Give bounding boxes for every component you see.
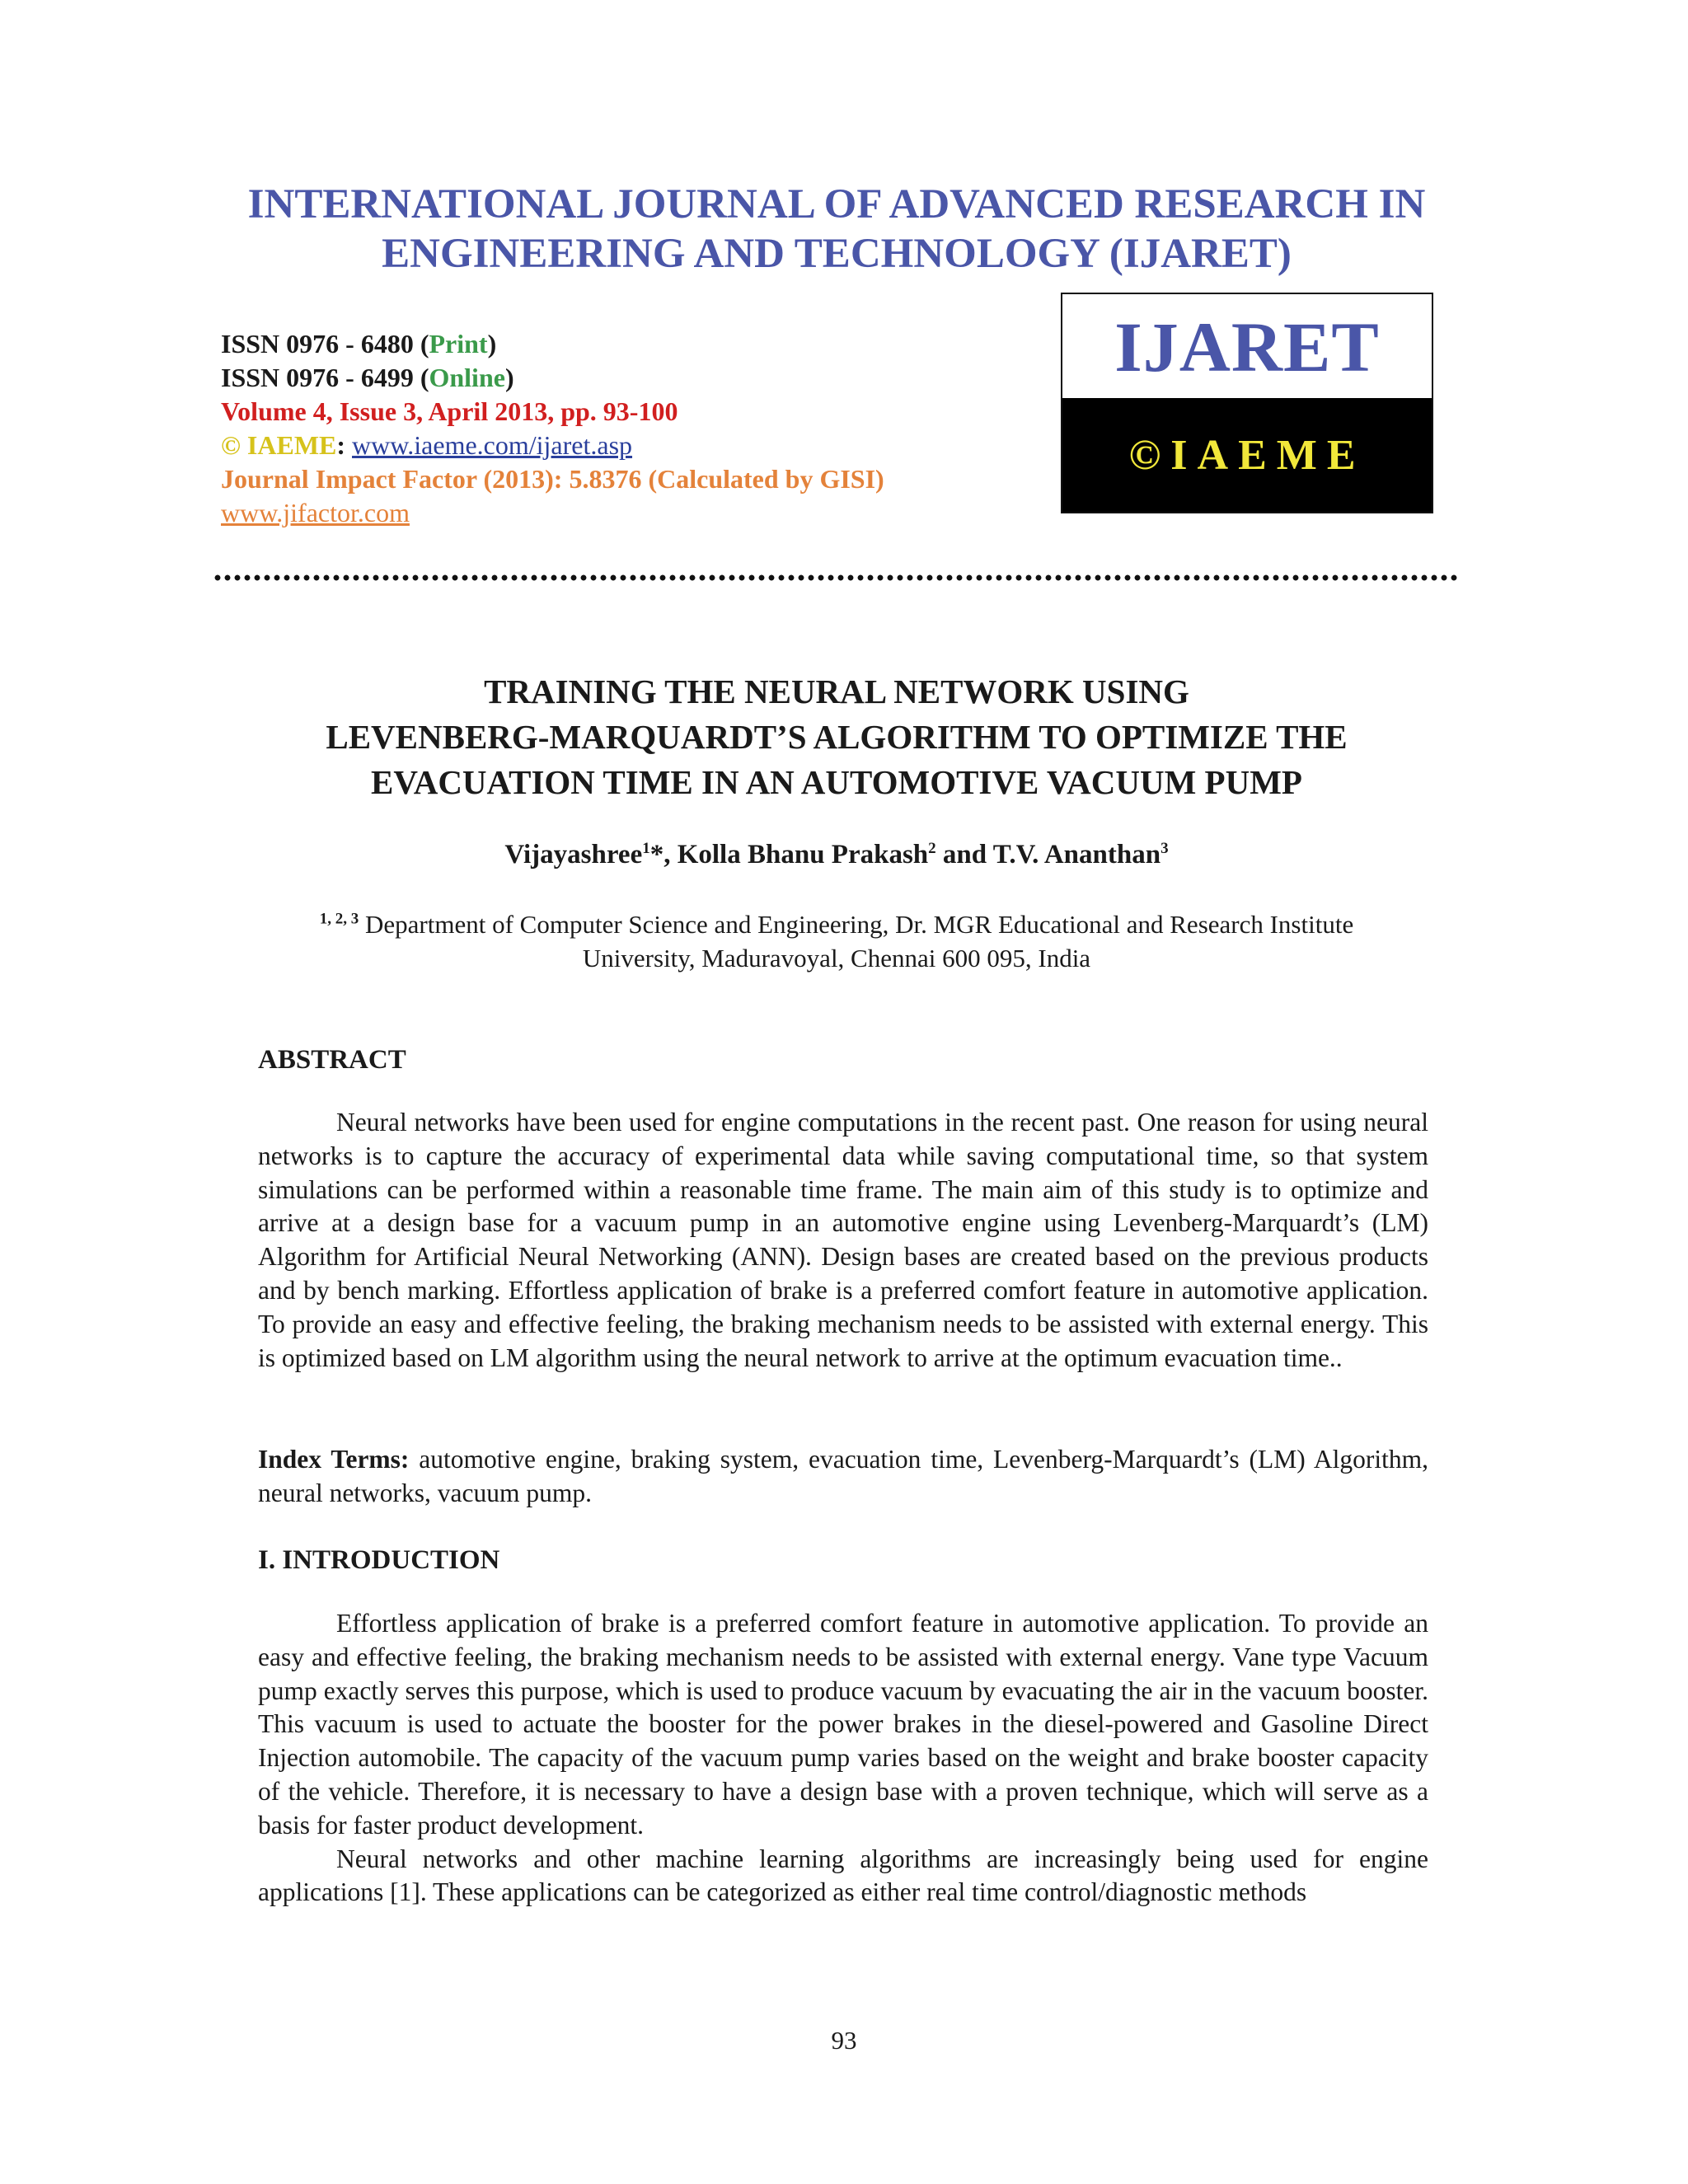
issn-online-close: ) xyxy=(504,363,514,392)
issn-online-line xyxy=(221,361,884,395)
issn-online-label: Online xyxy=(429,363,505,392)
abstract-text: Neural networks have been used for engine computations in the recent past. One reason for using neural networks is to capture the accuracy of experimental data while saving computational time, so that system simulations can be performed within a reasonable time frame. The main aim of this study is to optimize and arrive at a design base for a vacuum pump in an automotive engine using Levenberg-Marquardt’s (LM) Algorithm for Artificial Neural Networking (ANN). Design bases are created based on the previous products and by bench marking. Effortless application of brake is a preferred comfort feature in automotive application. To provide an easy and effective feeling, the braking mechanism needs to be assisted with external energy. This is optimized based on LM algorithm using the neural network to arrive at the optimum evacuation time.. xyxy=(258,1108,1428,1372)
logo-title: IJARET xyxy=(1114,307,1380,387)
issn-print-line xyxy=(221,327,884,361)
iaeme-url-link[interactable]: www.iaeme.com/ijaret.asp xyxy=(352,430,633,460)
author-1-suffix: *, xyxy=(649,840,678,869)
affiliation-line2: University, Maduravoyal, Chennai 600 095, India xyxy=(582,944,1091,972)
ijaret-logo xyxy=(1061,293,1433,513)
page-number: 93 xyxy=(831,2026,857,2055)
index-terms-label: Index Terms: xyxy=(258,1445,410,1474)
introduction-paragraph-2: Neural networks and other machine learning algorithms are increasingly being used for engine applications [1]. These applications can be categorized as either real time control/diagnostic methods xyxy=(258,1844,1428,1907)
author-list xyxy=(206,838,1467,871)
logo-subtitle: ©IAEME xyxy=(1062,398,1432,512)
journal-meta xyxy=(221,327,884,530)
dotted-divider xyxy=(213,574,1457,581)
author-and: and xyxy=(935,840,993,869)
index-terms xyxy=(258,1443,1428,1511)
volume-line: Volume 4, Issue 3, April 2013, pp. 93-100 xyxy=(221,396,678,426)
affiliation-text1: Department of Computer Science and Engineering, Dr. MGR Educational and Research Institute xyxy=(359,910,1354,939)
journal-title-line1: INTERNATIONAL JOURNAL OF ADVANCED RESEARCH IN xyxy=(247,181,1426,227)
jifactor-url-link[interactable]: www.jifactor.com xyxy=(221,498,410,527)
author-1-affil: 1 xyxy=(642,840,650,857)
index-terms-paragraph xyxy=(258,1443,1428,1511)
impact-factor-line: Journal Impact Factor (2013): 5.8376 (Calculated by GISI) xyxy=(221,464,884,494)
paper-title-line2: LEVENBERG-MARQUARDT’S ALGORITHM TO OPTIMIZE THE xyxy=(326,718,1348,756)
journal-title-line2: ENGINEERING AND TECHNOLOGY (IJARET) xyxy=(382,231,1292,277)
iaeme-colon: : xyxy=(336,430,353,460)
introduction-body xyxy=(258,1607,1428,1910)
paper-title-line3: EVACUATION TIME IN AN AUTOMOTIVE VACUUM PUMP xyxy=(371,763,1302,801)
iaeme-copyright: © IAEME xyxy=(221,430,337,460)
introduction-paragraph-1: Effortless application of brake is a preferred comfort feature in automotive application. To provide an easy and effective feeling, the braking mechanism needs to be assisted with external energy. Vane type Vacuum pump exactly serves this purpose, which is used to produce vacuum by evacuating the air in the vacuum booster. This vacuum is used to actuate the booster for the power brakes in the diesel-powered and Gasoline Direct Injection automobile. The capacity of the vacuum pump varies based on the weight and brake booster capacity of the vehicle. Therefore, it is necessary to have a design base with a proven technique, which will serve as a basis for faster product development. xyxy=(258,1609,1428,1840)
jifactor-line xyxy=(221,496,884,530)
author-3-affil: 3 xyxy=(1160,840,1169,857)
author-2: Kolla Bhanu Prakash xyxy=(677,840,929,869)
paper-title-line1: TRAINING THE NEURAL NETWORK USING xyxy=(484,673,1189,710)
journal-title xyxy=(206,180,1467,279)
affiliation-sup: 1, 2, 3 xyxy=(319,910,359,928)
iaeme-line xyxy=(221,429,884,462)
issn-print: ISSN 0976 - 6480 ( xyxy=(221,329,429,359)
issn-online: ISSN 0976 - 6499 ( xyxy=(221,363,429,392)
issn-print-label: Print xyxy=(429,329,488,359)
issn-print-close: ) xyxy=(487,329,497,359)
abstract-body xyxy=(258,1106,1428,1375)
paper-title xyxy=(206,669,1467,805)
affiliation-line1 xyxy=(206,907,1467,941)
introduction-heading: I. INTRODUCTION xyxy=(258,1545,500,1575)
index-terms-text: automotive engine, braking system, evacuation time, Levenberg-Marquardt’s (LM) Algorithm, neural networks, vacuum pump. xyxy=(258,1445,1428,1507)
author-2-affil: 2 xyxy=(928,840,936,857)
author-1: Vijayashree xyxy=(504,840,643,869)
affiliation xyxy=(206,907,1467,975)
author-3: T.V. Ananthan xyxy=(992,840,1161,869)
abstract-heading: ABSTRACT xyxy=(258,1045,406,1075)
